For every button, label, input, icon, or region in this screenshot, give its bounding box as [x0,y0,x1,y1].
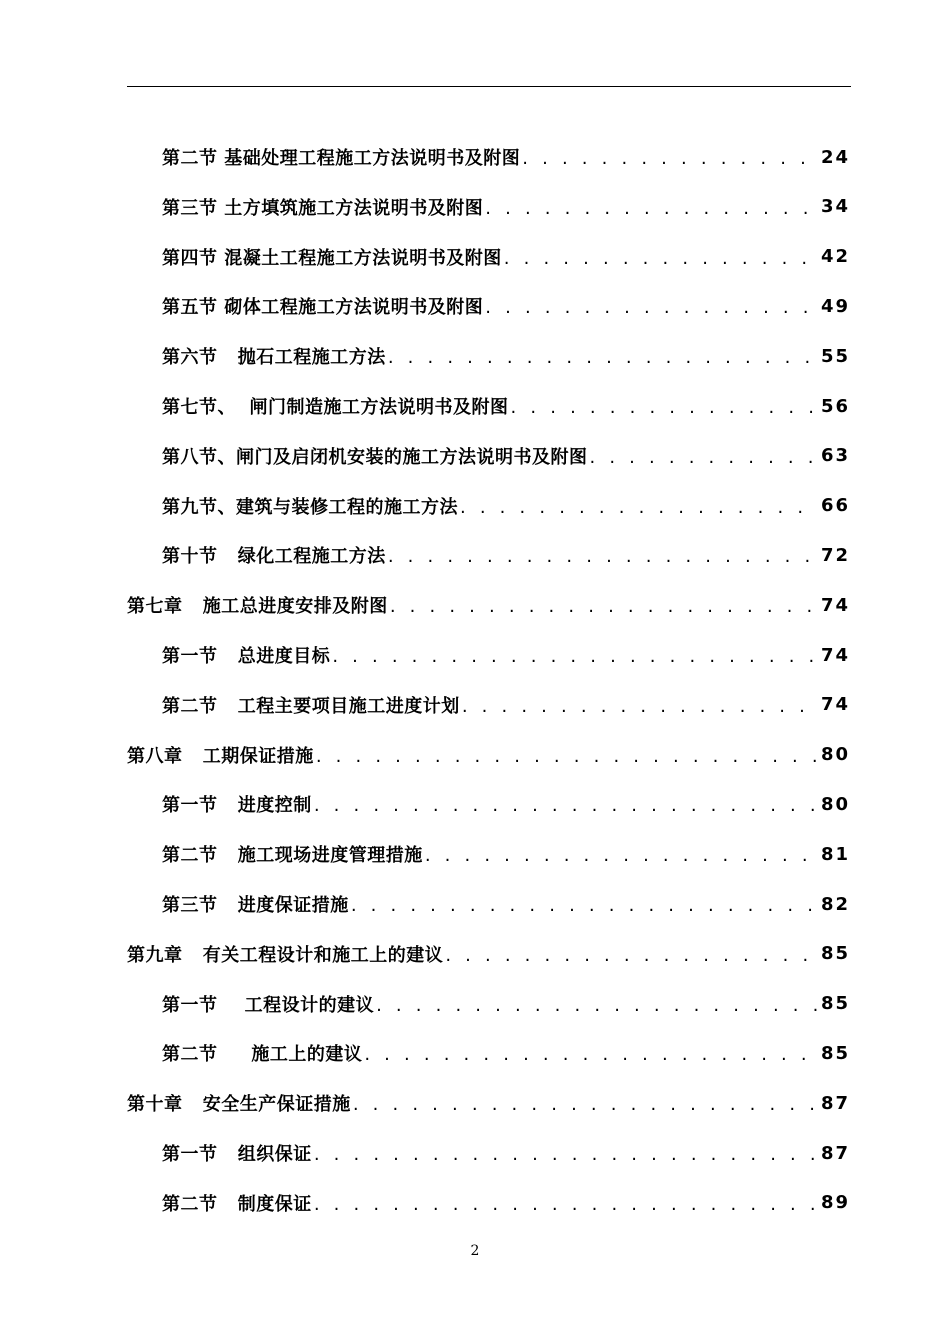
toc-section-entry[interactable] [162,830,850,878]
toc-chapter-entry[interactable] [127,731,850,779]
toc-entry-page-number: 89 [820,1192,850,1214]
toc-entry-title: 第一节 总进度目标 [162,646,331,667]
toc-dot-leader [314,1194,819,1227]
toc-dot-leader [522,148,819,181]
toc-entry-page-number: 49 [820,295,850,317]
toc-dot-leader [445,945,819,978]
toc-dot-leader [316,746,819,779]
toc-entry-page-number: 82 [820,893,850,915]
toc-entry-page-number: 56 [820,395,850,417]
toc-section-entry[interactable] [162,133,850,181]
toc-section-entry[interactable] [162,631,850,679]
toc-section-entry[interactable] [162,681,850,729]
toc-section-entry[interactable] [162,233,850,281]
toc-section-entry[interactable] [162,880,850,928]
toc-dot-leader [462,696,819,729]
toc-entry-title: 第三节 进度保证措施 [162,895,349,916]
toc-entry-page-number: 72 [820,544,850,566]
toc-section-entry[interactable] [162,332,850,380]
toc-entry-page-number: 85 [820,943,850,965]
toc-entry-page-number: 24 [820,146,850,168]
toc-section-entry[interactable] [162,282,850,330]
toc-section-entry[interactable] [162,780,850,828]
toc-dot-leader [351,895,819,928]
toc-dot-leader [353,1094,819,1127]
toc-entry-page-number: 87 [820,1142,850,1164]
toc-dot-leader [376,995,819,1028]
toc-entry-page-number: 87 [820,1092,850,1114]
toc-chapter-entry[interactable] [127,1079,850,1127]
toc-entry-title: 第四节 混凝土工程施工方法说明书及附图 [162,247,502,269]
toc-entry-title: 第八节、闸门及启闭机安装的施工方法说明书及附图 [162,446,588,468]
toc-dot-leader [425,845,819,878]
toc-dot-leader [332,646,819,679]
toc-entry-title: 第七章 施工总进度安排及附图 [127,596,388,618]
toc-section-entry[interactable] [162,531,850,579]
toc-entry-page-number: 74 [820,694,850,716]
toc-entry-title: 第七节、 闸门制造施工方法说明书及附图 [162,397,509,418]
toc-entry-title: 第二节 工程主要项目施工进度计划 [162,695,460,717]
toc-dot-leader [314,1144,819,1177]
toc-entry-page-number: 74 [820,644,850,666]
toc-entry-title: 第十节 绿化工程施工方法 [162,546,386,568]
toc-entry-title: 第一节 进度控制 [162,795,312,817]
toc-entry-title: 第一节 组织保证 [162,1144,312,1165]
toc-entry-page-number: 80 [820,793,850,815]
toc-entry-page-number: 34 [820,196,850,218]
toc-section-entry[interactable] [162,1129,850,1177]
page-number: 2 [470,1243,480,1259]
toc-chapter-entry[interactable] [127,581,850,629]
toc-dot-leader [390,596,819,629]
toc-dot-leader [485,297,819,330]
toc-entry-page-number: 80 [820,744,850,766]
toc-entry-title: 第九节、建筑与装修工程的施工方法 [162,496,458,518]
toc-entry-page-number: 42 [820,246,850,268]
toc-entry-page-number: 66 [820,495,850,517]
toc-dot-leader [364,1044,819,1077]
toc-section-entry[interactable] [162,432,850,480]
toc-dot-leader [485,198,819,231]
toc-section-entry[interactable] [162,382,850,430]
toc-entry-title: 第一节 工程设计的建议 [162,994,375,1016]
toc-chapter-entry[interactable] [127,930,850,978]
toc-entry-page-number: 81 [820,843,850,865]
toc-dot-leader [504,248,819,281]
toc-section-entry[interactable] [162,980,850,1028]
toc-entry-page-number: 74 [820,594,850,616]
toc-dot-leader [314,795,819,828]
toc-entry-title: 第三节 土方填筑施工方法说明书及附图 [162,197,484,219]
toc-entry-page-number: 55 [820,345,850,367]
toc-entry-title: 第九章 有关工程设计和施工上的建议 [127,944,444,966]
header-rule [127,86,851,87]
toc-entry-title: 第八章 工期保证措施 [127,745,314,767]
toc-dot-leader [388,347,819,380]
toc-entry-page-number: 85 [820,993,850,1015]
toc-entry-title: 第二节 基础处理工程施工方法说明书及附图 [162,148,521,169]
toc-entry-title: 第十章 安全生产保证措施 [127,1094,351,1116]
toc-entry-title: 第二节 制度保证 [162,1193,312,1215]
toc-entry-title: 第二节 施工上的建议 [162,1044,363,1066]
toc-entry-title: 第五节 砌体工程施工方法说明书及附图 [162,297,484,319]
toc-section-entry[interactable] [162,1029,850,1077]
toc-entry-page-number: 63 [820,445,850,467]
toc-dot-leader [590,447,819,480]
toc-dot-leader [460,497,819,530]
toc-entry-page-number: 85 [820,1042,850,1064]
toc-dot-leader [388,546,819,579]
toc-section-entry[interactable] [162,183,850,231]
toc-section-entry[interactable] [162,1179,850,1227]
toc-entry-title: 第二节 施工现场进度管理措施 [162,845,423,867]
toc-dot-leader [511,397,819,430]
toc-section-entry[interactable] [162,482,850,530]
toc-entry-title: 第六节 抛石工程施工方法 [162,347,386,369]
